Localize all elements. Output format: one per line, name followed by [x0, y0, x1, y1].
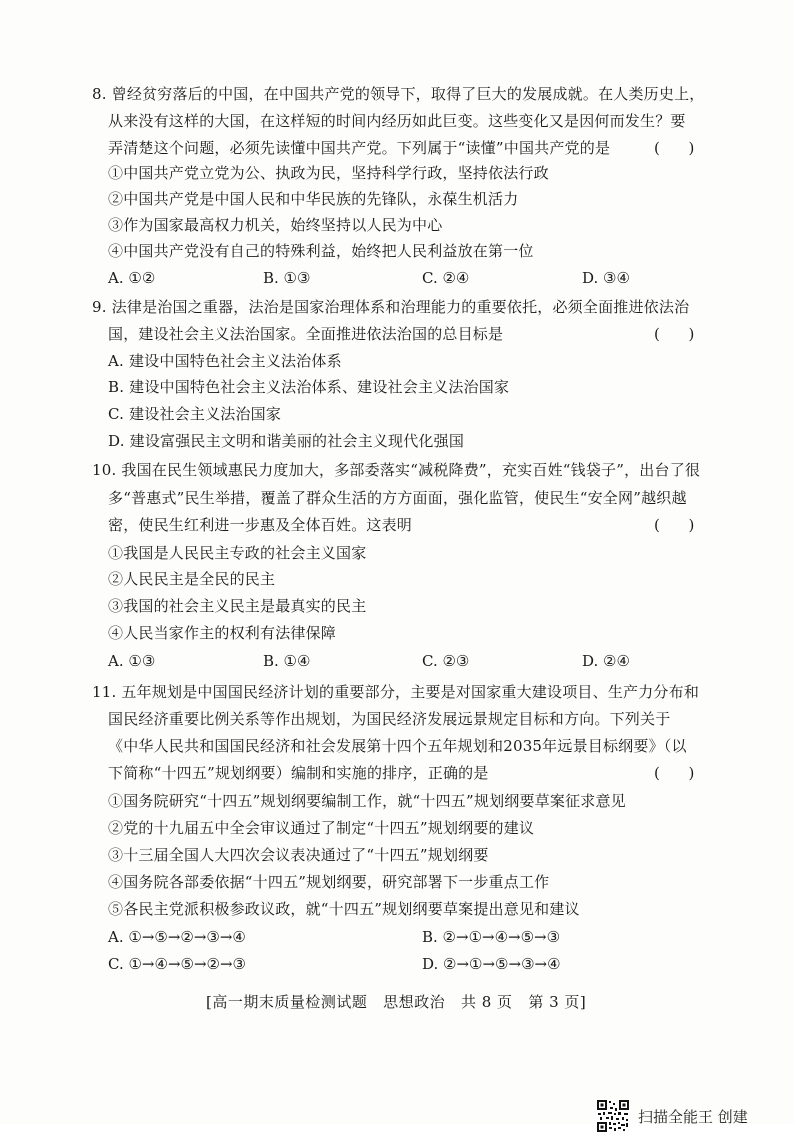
q11-option-b: B. ②→①→④→⑤→③ — [422, 928, 561, 946]
scanner-label: 扫描全能王 创建 — [638, 1107, 748, 1126]
q8-option-d: D. ③④ — [582, 269, 630, 287]
q9-option-d: D. 建设富强民主文明和谐美丽的社会主义现代化强国 — [108, 432, 465, 450]
q11-item-3: ③十三届全国人大四次会议表决通过了“十四五”规划纲要 — [108, 846, 489, 864]
q11-answer-blank: ( ) — [654, 764, 695, 782]
q8-answer-blank: ( ) — [654, 139, 695, 157]
q9-option-c: C. 建设社会主义法治国家 — [108, 405, 282, 423]
q8-option-a: A. ①② — [108, 269, 156, 287]
qr-code-icon — [596, 1099, 630, 1133]
q11-line-1: 11. 五年规划是中国国民经济计划的重要部分，主要是对国家重大建设项目、生产力分布和 — [92, 683, 700, 701]
scanner-watermark — [596, 1098, 748, 1134]
q11-line-3: 《中华人民共和国国民经济和社会发展第十四个五年规划和2035年远景目标纲要》（以 — [108, 737, 687, 755]
page-footer: [高一期末质量检测试题 思想政治 共 8 页 第 3 页] — [206, 993, 587, 1011]
q11-item-4: ④国务院各部委依据“十四五”规划纲要，研究部署下一步重点工作 — [108, 873, 550, 891]
q8-item-1: ①中国共产党立党为公、执政为民，坚持科学行政，坚持依法行政 — [108, 164, 549, 182]
q11-item-2: ②党的十九届五中全会审议通过了制定“十四五”规划纲要的建议 — [108, 819, 535, 837]
q8-option-c: C. ②④ — [422, 269, 470, 287]
q9-answer-blank: ( ) — [654, 325, 695, 343]
q11-item-5: ⑤各民主党派积极参政议政，就“十四五”规划纲要草案提出意见和建议 — [108, 900, 580, 918]
q8-line-3: 弄清楚这个问题，必须先读懂中国共产党。下列属于“读懂”中国共产党的是 — [108, 139, 611, 157]
q10-line-2: 多“普惠式”民生举措，覆盖了群众生活的方方面面，强化监管，使民生“安全网”越织越 — [108, 489, 687, 507]
q8-item-3: ③作为国家最高权力机关，始终坚持以人民为中心 — [108, 216, 443, 234]
q10-item-3: ③我国的社会主义民主是最真实的民主 — [108, 597, 367, 615]
q11-line-2: 国民经济重要比例关系等作出规划，为国民经济发展远景规定目标和方向。下列关于 — [108, 710, 671, 728]
q11-option-a: A. ①→⑤→②→③→④ — [108, 928, 246, 946]
q10-item-1: ①我国是人民民主专政的社会主义国家 — [108, 544, 367, 562]
q9-line-2: 国，建设社会主义法治国家。全面推进依法治国的总目标是 — [108, 325, 504, 343]
q10-item-2: ②人民民主是全民的民主 — [108, 570, 276, 588]
q8-line-2: 从来没有这样的大国，在这样短的时间内经历如此巨变。这些变化又是因何而发生？要 — [108, 112, 686, 130]
q11-option-c: C. ①→④→⑤→②→③ — [108, 955, 246, 973]
q10-line-1: 10. 我国在民生领域惠民力度加大，多部委落实“减税降费”，充实百姓“钱袋子”，出台了很 — [92, 461, 701, 479]
q10-option-b: B. ①④ — [263, 652, 311, 670]
q10-answer-blank: ( ) — [654, 516, 695, 534]
q11-option-d: D. ②→①→⑤→③→④ — [422, 955, 561, 973]
q8-item-2: ②中国共产党是中国人民和中华民族的先锋队，永葆生机活力 — [108, 190, 519, 208]
q8-option-b: B. ①③ — [263, 269, 311, 287]
q10-option-c: C. ②③ — [422, 652, 470, 670]
q11-item-1: ①国务院研究“十四五”规划纲要编制工作，就“十四五”规划纲要草案征求意见 — [108, 792, 626, 810]
q9-option-b: B. 建设中国特色社会主义法治体系、建设社会主义法治国家 — [108, 378, 510, 396]
q9-option-a: A. 建设中国特色社会主义法治体系 — [108, 352, 342, 370]
q10-option-a: A. ①③ — [108, 652, 156, 670]
q8-line-1: 8. 曾经贫穷落后的中国，在中国共产党的领导下，取得了巨大的发展成就。在人类历史上， — [92, 85, 705, 103]
q10-item-4: ④人民当家作主的权利有法律保障 — [108, 624, 337, 642]
q10-line-3: 密，使民生红利进一步惠及全体百姓。这表明 — [108, 516, 413, 534]
q10-option-d: D. ②④ — [582, 652, 630, 670]
q9-line-1: 9. 法律是治国之重器，法治是国家治理体系和治理能力的重要依托，必须全面推进依法治 — [92, 298, 690, 316]
q11-line-4: 下简称“十四五”规划纲要）编制和实施的排序，正确的是 — [108, 764, 489, 782]
q8-item-4: ④中国共产党没有自己的特殊利益，始终把人民利益放在第一位 — [108, 242, 534, 260]
